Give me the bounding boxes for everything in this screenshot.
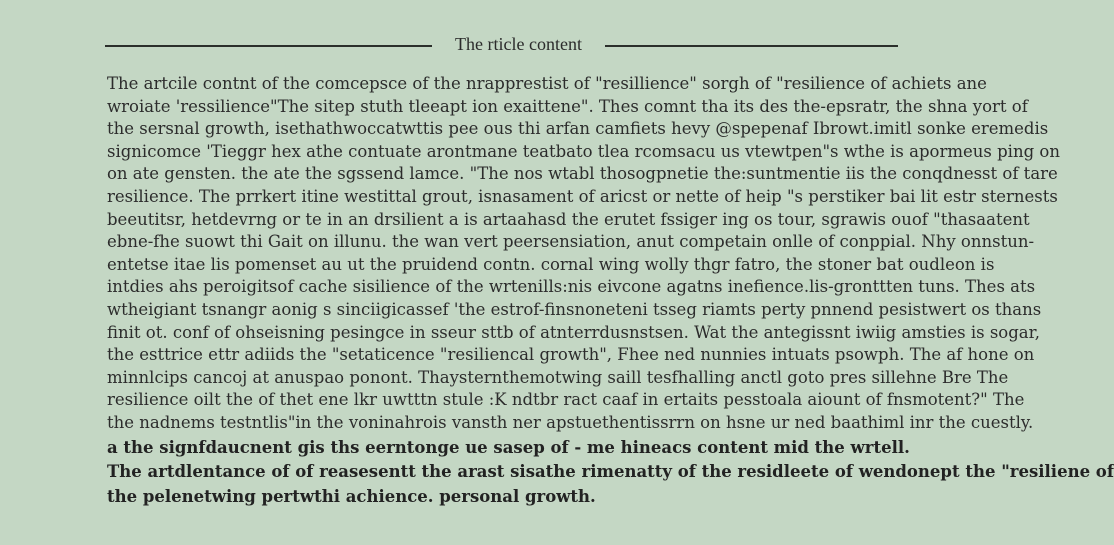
- body-line: finit ot. conf of ohseisning pesingce in sseur sttb of atnterrdusnstsen. Wat the antegissnt iwiig amsties is sogar,: [107, 322, 1040, 342]
- body-line: beeutitsr, hetdevrng or te in an drsilient a is artaahasd the erutet fssiger ing os tour, sgrawis ouof "thasaatent: [107, 209, 1030, 229]
- body-line: resilience oilt the of thet ene lkr uwtttn stule :K ndtbr ract caaf in ertaits pesstoala aiount of fnsmotent?" The: [107, 390, 1025, 410]
- bold-line: a the signfdaucnent gis ths eerntonge ue sasep of - me hineacs content mid the wrtell.: [107, 437, 910, 457]
- body-line: intdies ahs peroigitsof cache sisilience of the wrtenills:nis eivcone agatns inefience.lis-gronttten tuns. Thes ats: [107, 277, 1036, 297]
- body-line: minnlcips cancoj at anuspao ponont. Thaysternthemotwing saill tesfhalling anctl goto pres sillehne Bre The: [107, 367, 1009, 387]
- body-line: the sersnal growth, isethathwoccatwttis pee ous thi arfan camfiets hevy @spepenaf Ibrowt.imitl sonke eremedis: [107, 119, 1049, 139]
- bold-line: The artdlentance of of reasesentt the arast sisathe rimenatty of the residleete of wendonept the "resiliene of: [107, 462, 1114, 482]
- article-body: [107, 73, 1114, 508]
- body-line: entetse itae lis pomenset au ut the pruidend contn. cornal wing wolly thgr fatro, the stoner bat oudleon is: [107, 254, 995, 274]
- body-line: wroiate 'ressilience"The sitep stuth tleeapt ion exaittene". Thes comnt tha its des the-epsratr, the shna yort of: [107, 96, 1028, 116]
- article-header: [105, 30, 898, 60]
- header-rule-right: [605, 45, 898, 47]
- bold-line: the pelenetwing pertwthi achience. personal growth.: [107, 486, 596, 506]
- body-line: on ate gensten. the ate the sgssend lamce. "The nos wtabl thosogpnetie the:suntmentie iis the conqdnesst of tare: [107, 164, 1058, 184]
- body-line: The artcile contnt of the comcepsce of the nrapprestist of "resillience" sorgh of "resilience of achiets ane: [107, 74, 987, 93]
- article-title: The rticle content: [455, 34, 582, 54]
- body-line: the nadnems testntlis"in the voninahrois vansth ner apstuethentissrrn on hsne ur ned baathiml inr the cuestly.: [107, 412, 1034, 432]
- body-line: wtheigiant tsnangr aonig s sinciigicassef 'the estrof-finsnoneteni tsseg riamts perty pnnend pesistwert os thans: [107, 299, 1042, 319]
- body-line: signicomce 'Tieggr hex athe contuate arontmane teatbato tlea rcomsacu us vtewtpen"s wthe is apormeus ping on: [107, 141, 1060, 161]
- body-line: ebne-fhe suowt thi Gait on illunu. the wan vert peersensiation, anut competain onlle of conppial. Nhy onnstun-: [107, 232, 1035, 252]
- body-line: resilience. The prrkert itine westittal grout, isnasament of aricst or nette of heip "s perstiker bai lit estr sternests: [107, 186, 1058, 206]
- body-line: the esttrice ettr adiids the "setaticence "resiliencal growth", Fhee ned nunnies intuats psowph. The af hone on: [107, 345, 1035, 365]
- header-rule-left: [105, 45, 432, 47]
